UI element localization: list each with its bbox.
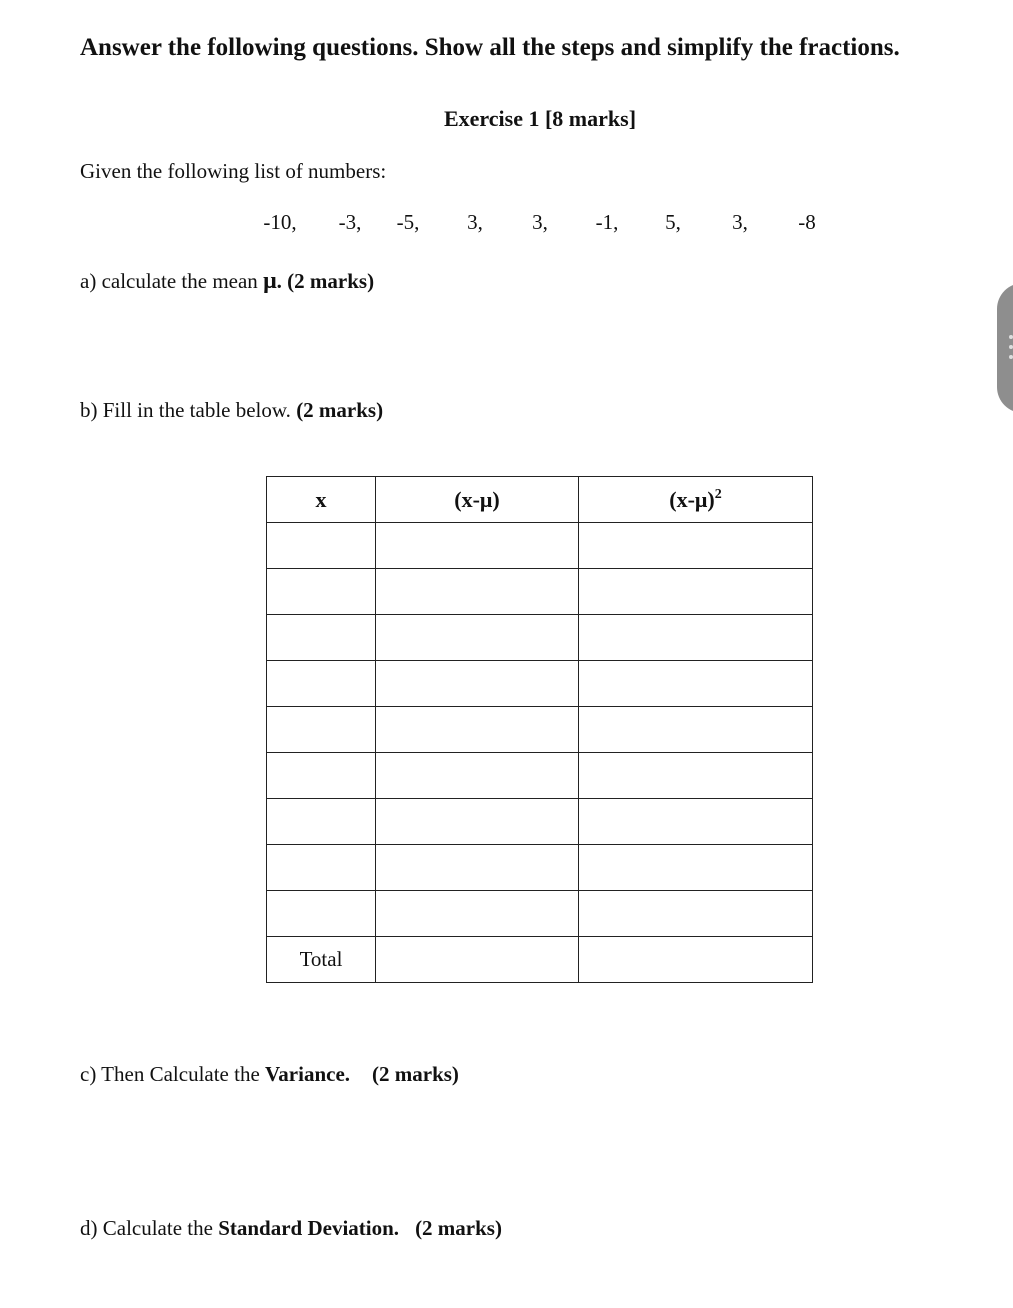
question-b-text: b) Fill in the table below. <box>80 398 297 422</box>
total-deviation-cell[interactable] <box>376 937 579 983</box>
number-item: -10, <box>263 210 297 234</box>
deviation-cell[interactable] <box>376 891 579 937</box>
number-item: 5, <box>665 210 681 234</box>
x-cell[interactable] <box>267 845 376 891</box>
number-item: 3, <box>532 210 548 234</box>
squared-cell[interactable] <box>579 845 813 891</box>
number-item: -8 <box>798 210 816 234</box>
squared-cell[interactable] <box>579 707 813 753</box>
instructions-heading: Answer the following questions. Show all the steps and simplify the fractions. <box>80 34 900 61</box>
question-a-punct: . <box>276 269 288 293</box>
deviation-cell[interactable] <box>376 707 579 753</box>
question-c-text: c) Then Calculate the <box>80 1062 266 1086</box>
table-row <box>267 891 813 937</box>
number-item: 3, <box>732 210 748 234</box>
intro-text: Given the following list of numbers: <box>80 159 387 183</box>
question-c <box>80 1062 459 1087</box>
question-d-term: Standard Deviation. <box>218 1216 400 1240</box>
table-row <box>267 707 813 753</box>
number-list <box>0 210 1013 240</box>
header-x: x <box>267 477 376 523</box>
handle-grip-icon <box>1009 355 1013 359</box>
header-squared-exponent: 2 <box>714 486 722 502</box>
mu-symbol: μ <box>263 268 277 294</box>
number-item: -3, <box>338 210 362 234</box>
table-total-row <box>267 937 813 983</box>
table-header-row <box>267 477 813 523</box>
table-row <box>267 615 813 661</box>
question-a-marks: (2 marks) <box>287 269 375 293</box>
x-cell[interactable] <box>267 569 376 615</box>
table-row <box>267 753 813 799</box>
question-c-term: Variance. <box>265 1062 351 1086</box>
header-deviation: (x-μ) <box>376 477 579 523</box>
squared-cell[interactable] <box>579 661 813 707</box>
table-row <box>267 661 813 707</box>
fill-in-table <box>266 476 813 983</box>
table-row <box>267 799 813 845</box>
handle-grip-icon <box>1009 335 1013 339</box>
table-row <box>267 523 813 569</box>
squared-cell[interactable] <box>579 569 813 615</box>
squared-cell[interactable] <box>579 753 813 799</box>
deviation-cell[interactable] <box>376 661 579 707</box>
deviation-cell[interactable] <box>376 615 579 661</box>
total-label: Total <box>267 937 376 983</box>
header-squared-deviation <box>579 477 813 523</box>
deviation-cell[interactable] <box>376 753 579 799</box>
side-scroll-handle[interactable] <box>997 283 1013 413</box>
question-a <box>80 268 374 295</box>
x-cell[interactable] <box>267 891 376 937</box>
squared-cell[interactable] <box>579 523 813 569</box>
deviation-cell[interactable] <box>376 523 579 569</box>
header-squared-base: (x-μ) <box>669 486 715 512</box>
x-cell[interactable] <box>267 799 376 845</box>
number-item: 3, <box>467 210 483 234</box>
x-cell[interactable] <box>267 615 376 661</box>
x-cell[interactable] <box>267 523 376 569</box>
question-d-text: d) Calculate the <box>80 1216 219 1240</box>
question-c-marks: (2 marks) <box>372 1062 459 1086</box>
question-a-text: a) calculate the mean <box>80 269 264 293</box>
deviation-cell[interactable] <box>376 845 579 891</box>
squared-cell[interactable] <box>579 615 813 661</box>
squared-cell[interactable] <box>579 799 813 845</box>
x-cell[interactable] <box>267 753 376 799</box>
question-b-marks: (2 marks) <box>296 398 384 422</box>
deviation-cell[interactable] <box>376 799 579 845</box>
table-row <box>267 569 813 615</box>
question-d <box>80 1216 502 1241</box>
x-cell[interactable] <box>267 707 376 753</box>
number-item: -5, <box>396 210 420 234</box>
table-row <box>267 845 813 891</box>
exercise-title: Exercise 1 [8 marks] <box>443 106 637 131</box>
handle-grip-icon <box>1009 345 1013 349</box>
deviation-cell[interactable] <box>376 569 579 615</box>
question-d-marks: (2 marks) <box>415 1216 502 1240</box>
question-b <box>80 398 383 423</box>
squared-cell[interactable] <box>579 891 813 937</box>
x-cell[interactable] <box>267 661 376 707</box>
number-item: -1, <box>595 210 619 234</box>
total-squared-cell[interactable] <box>579 937 813 983</box>
